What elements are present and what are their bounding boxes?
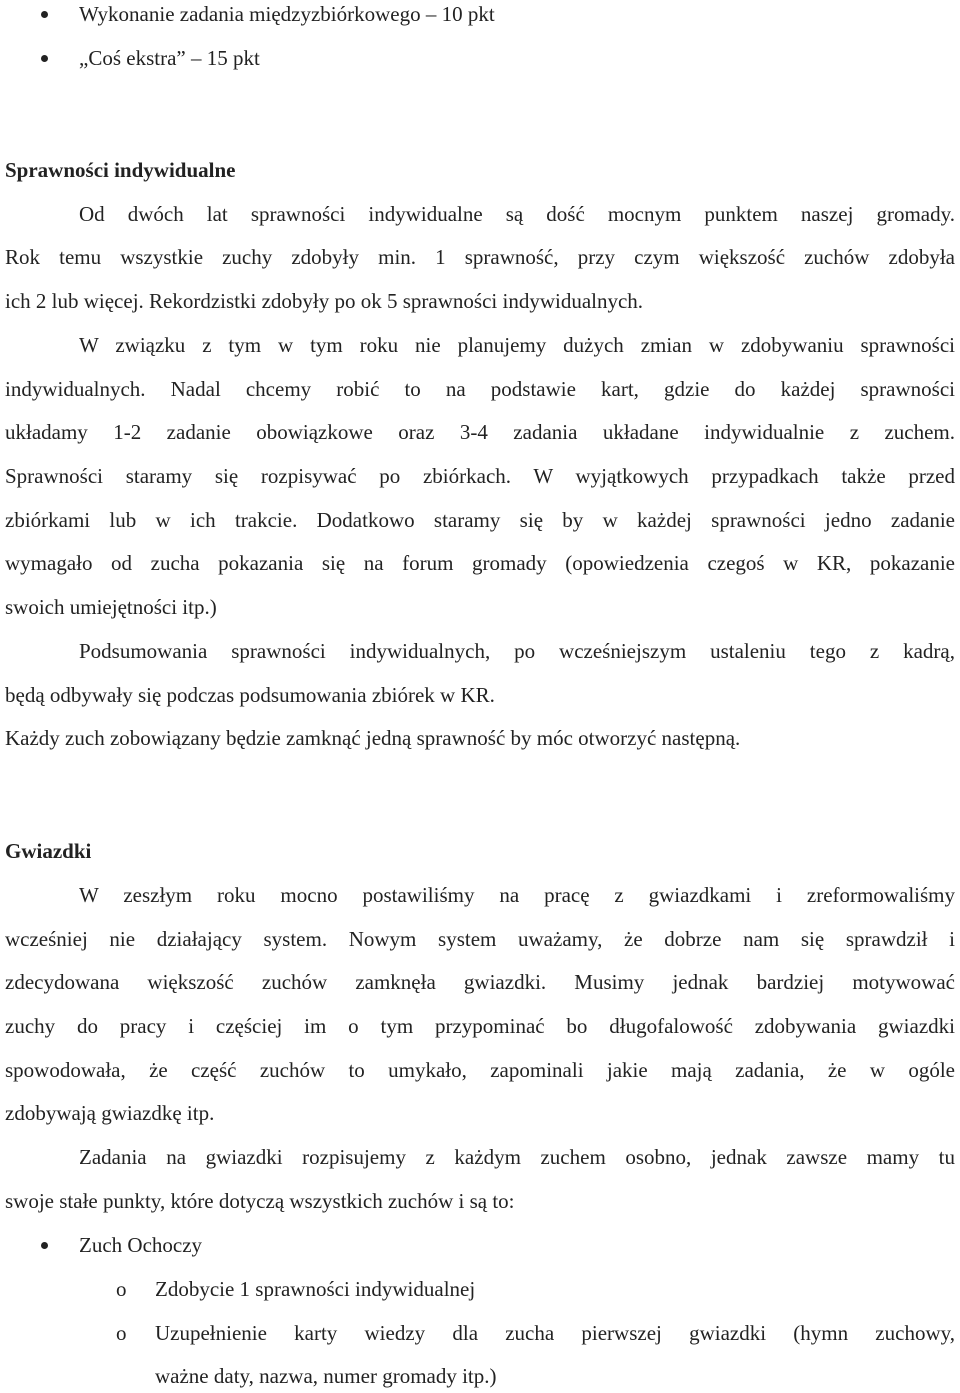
paragraph-line: Od dwóch lat sprawności indywidualne są dość mocnym punktem naszej gromady. — [79, 202, 955, 226]
paragraph-line: zuchy do pracy i częściej im o tym przypominać bo długofalowość zdobywania gwiazdki — [5, 1014, 955, 1038]
paragraph-line: Podsumowania sprawności indywidualnych, po wcześniejszym ustaleniu tego z kadrą, — [79, 639, 955, 663]
paragraph-line: W zeszłym roku mocno postawiliśmy na pracę z gwiazdkami i zreformowaliśmy — [79, 883, 955, 907]
paragraph-line: wcześniej nie działający system. Nowym system uważamy, że dobrze nam się sprawdził i — [5, 927, 955, 951]
paragraph-line: zdobywają gwiazdkę itp. — [5, 1101, 215, 1125]
sub-list-item: ważne daty, nazwa, numer gromady itp.) — [155, 1364, 497, 1388]
sub-bullet-icon: o — [116, 1277, 127, 1301]
list-item: Zuch Ochoczy — [79, 1233, 203, 1257]
paragraph-line: ich 2 lub więcej. Rekordzistki zdobyły po ok 5 sprawności indywidualnych. — [5, 289, 644, 313]
paragraph-line: Rok temu wszystkie zuchy zdobyły min. 1 sprawność, przy czym większość zuchów zdobyła — [5, 245, 955, 269]
sub-bullet-icon: o — [116, 1321, 127, 1345]
paragraph-line: wymagało od zucha pokazania się na forum gromady (opowiedzenia czegoś w KR, pokazanie — [5, 551, 955, 575]
paragraph-line: W związku z tym w tym roku nie planujemy dużych zmian w zdobywaniu sprawności — [79, 333, 955, 357]
sub-list-item: Zdobycie 1 sprawności indywidualnej — [155, 1277, 476, 1301]
paragraph-line: Zadania na gwiazdki rozpisujemy z każdym zuchem osobno, jednak zawsze mamy tu — [79, 1145, 955, 1169]
sub-list-item: Uzupełnienie karty wiedzy dla zucha pierwszej gwiazdki (hymn zuchowy, — [155, 1321, 955, 1345]
paragraph-line: swoich umiejętności itp.) — [5, 595, 217, 619]
paragraph-line: układamy 1-2 zadanie obowiązkowe oraz 3-4 zadania układane indywidualnie z zuchem. — [5, 420, 955, 444]
paragraph-line: spowodowała, że część zuchów to umykało, zapominali jakie mają zadania, że w ogóle — [5, 1058, 955, 1082]
paragraph-line: swoje stałe punkty, które dotyczą wszystkich zuchów i są to: — [5, 1189, 515, 1213]
paragraph-line: zdecydowana większość zuchów zamknęła gwiazdki. Musimy jednak bardziej motywować — [5, 970, 955, 994]
bullet-icon — [41, 1242, 48, 1249]
paragraph-line: zbiórkami lub w ich trakcie. Dodatkowo staramy się by w każdej sprawności jedno zadanie — [5, 508, 955, 532]
paragraph-line: będą odbywały się podczas podsumowania zbiórek w KR. — [5, 683, 495, 707]
section-heading: Gwiazdki — [5, 839, 92, 863]
paragraph-line: indywidualnych. Nadal chcemy robić to na podstawie kart, gdzie do każdej sprawności — [5, 377, 955, 401]
paragraph-line: Każdy zuch zobowiązany będzie zamknąć jedną sprawność by móc otworzyć następną. — [5, 726, 741, 750]
list-item: Wykonanie zadania międzyzbiórkowego – 10 pkt — [79, 2, 495, 26]
bullet-icon — [41, 55, 48, 62]
section-heading: Sprawności indywidualne — [5, 158, 236, 182]
paragraph-line: Sprawności staramy się rozpisywać po zbiórkach. W wyjątkowych przypadkach także przed — [5, 464, 955, 488]
list-item: „Coś ekstra” – 15 pkt — [79, 46, 260, 70]
bullet-icon — [41, 11, 48, 18]
